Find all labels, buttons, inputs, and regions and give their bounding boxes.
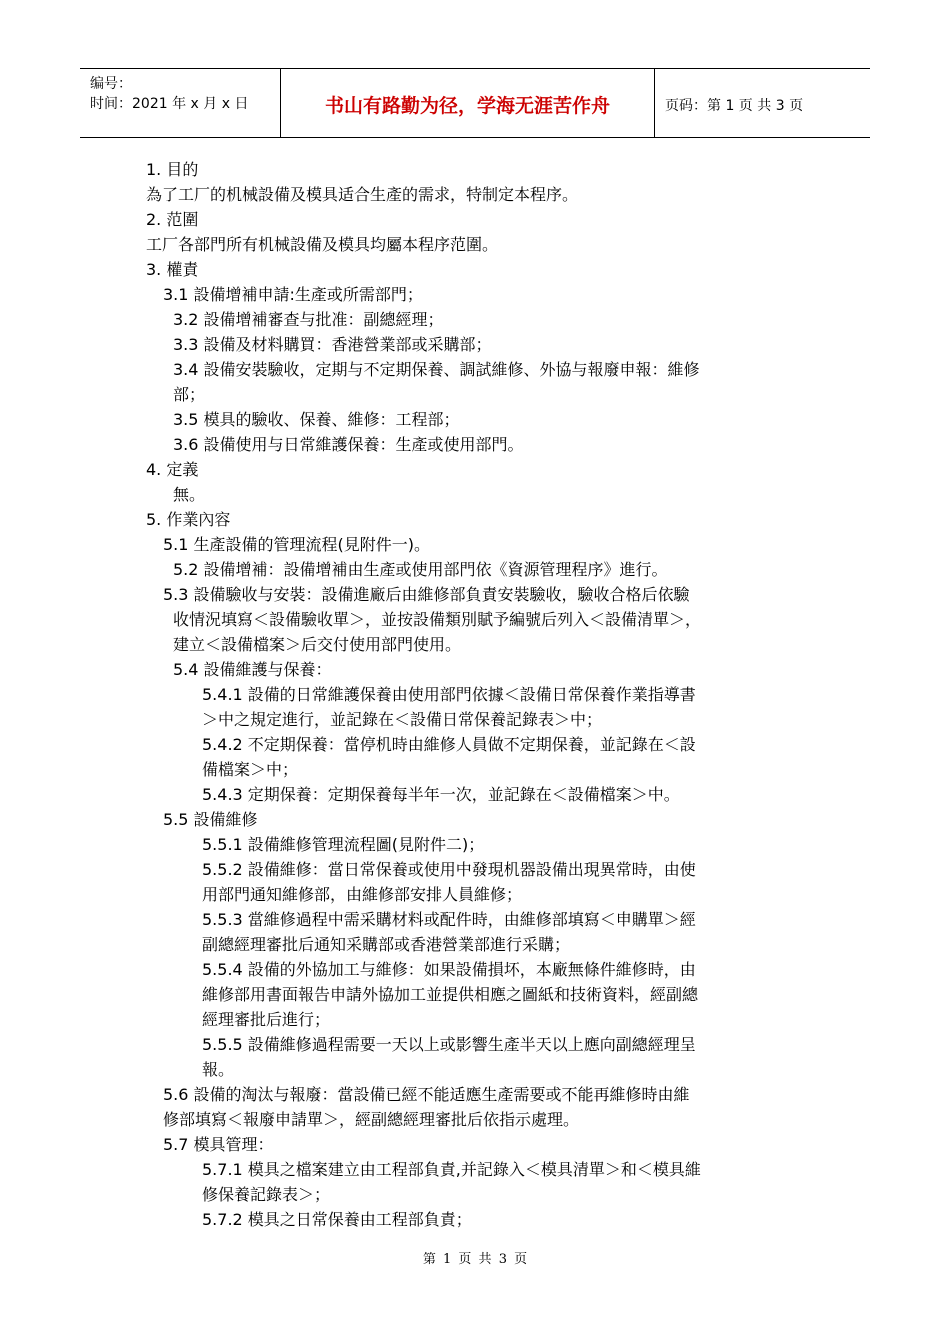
- paragraph-line: 3.4 設備安裝驗收，定期与不定期保養、調試維修、外協与報廢申報：維修: [173, 360, 700, 379]
- header-left-cell: [80, 69, 281, 137]
- header-center-cell: [281, 69, 655, 137]
- paragraph-line: 5.4 設備維護与保養：: [173, 660, 332, 679]
- paragraph-line: 5.4.3 定期保養：定期保養每半年一次，並記錄在＜設備檔案＞中。: [202, 785, 680, 804]
- document-number-label: 编号：: [90, 76, 132, 92]
- page-number-label: 页码：第 1 页 共 3 页: [665, 98, 804, 114]
- paragraph-line: 工厂各部門所有机械設備及模具均屬本程序范圍。: [146, 235, 499, 254]
- document-date-label: 时间：2021 年 x 月 x 日: [90, 96, 249, 112]
- paragraph-line: 3.5 模具的驗收、保養、維修：工程部；: [173, 410, 460, 429]
- section-heading: 2. 范圍: [146, 210, 199, 229]
- section-heading: 4. 定義: [146, 460, 199, 479]
- section-heading: 5. 作業內容: [146, 510, 231, 529]
- paragraph-line: 報。: [202, 1060, 235, 1079]
- page-footer: 第 1 页 共 3 页: [422, 1252, 528, 1267]
- paragraph-line: 維修部用書面報告申請外協加工並提供相應之圖紙和技術資料，經副總: [202, 985, 699, 1004]
- paragraph-line: 5.5.4 設備的外協加工与維修：如果設備損坏，本廠無條件維修時，由: [202, 960, 696, 979]
- paragraph-line: 3.2 設備增補審查与批准：副總經理；: [173, 310, 444, 329]
- paragraph-line: 5.6 設備的淘汰与報廢：當設備已經不能适應生產需要或不能再維修時由維: [163, 1085, 690, 1104]
- paragraph-line: 無。: [173, 485, 206, 504]
- paragraph-line: 建立＜設備檔案＞后交付使用部門使用。: [173, 635, 462, 654]
- paragraph-line: 部；: [173, 385, 206, 404]
- paragraph-line: 5.4.1 設備的日常維護保養由使用部門依據＜設備日常保養作業指導書: [202, 685, 696, 704]
- paragraph-line: 用部門通知維修部，由維修部安排人員維修；: [202, 885, 523, 904]
- paragraph-line: 5.5.1 設備維修管理流程圖(見附件二)；: [202, 835, 485, 854]
- paragraph-line: 修保養記錄表＞；: [202, 1185, 331, 1204]
- paragraph-line: 5.4.2 不定期保養：當停机時由維修人員做不定期保養，並記錄在＜設: [202, 735, 696, 754]
- paragraph-line: 為了工厂的机械設備及模具适合生產的需求，特制定本程序。: [146, 185, 579, 204]
- paragraph-line: 經理審批后進行；: [202, 1010, 331, 1029]
- section-heading: 1. 目的: [146, 160, 199, 179]
- paragraph-line: 5.7 模具管理：: [163, 1135, 274, 1154]
- paragraph-line: 5.5.3 當維修過程中需采購材料或配件時，由維修部填寫＜申購單＞經: [202, 910, 696, 929]
- paragraph-line: 副總經理審批后通知采購部或香港營業部進行采購；: [202, 935, 571, 954]
- section-heading: 3. 權責: [146, 260, 199, 279]
- paragraph-line: 5.5 設備維修: [163, 810, 258, 829]
- paragraph-line: 5.3 設備驗收与安裝：設備進廠后由維修部負責安裝驗收，驗收合格后依驗: [163, 585, 690, 604]
- paragraph-line: 3.6 設備使用与日常維護保養：生產或使用部門。: [173, 435, 524, 454]
- paragraph-line: 5.5.2 設備維修：當日常保養或使用中發現机器設備出現異常時，由使: [202, 860, 696, 879]
- paragraph-line: 5.5.5 設備維修過程需要一天以上或影響生產半天以上應向副總經理呈: [202, 1035, 696, 1054]
- paragraph-line: 5.7.1 模具之檔案建立由工程部負責,并記錄入＜模具清單＞和＜模具維: [202, 1160, 701, 1179]
- header-motto: 书山有路勤为径，学海无涯苦作舟: [324, 95, 610, 117]
- paragraph-line: 5.1 生產設備的管理流程(見附件一)。: [163, 535, 431, 554]
- paragraph-line: 5.2 設備增補：設備增補由生產或使用部門依《資源管理程序》進行。: [173, 560, 668, 579]
- paragraph-line: 5.7.2 模具之日常保養由工程部負責；: [202, 1210, 472, 1229]
- header-right-cell: [655, 69, 870, 137]
- page-header: [80, 68, 870, 138]
- paragraph-line: 修部填寫＜報廢申請單＞，經副總經理審批后依指示處理。: [163, 1110, 580, 1129]
- paragraph-line: 收情況填寫＜設備驗收單＞，並按設備類別賦予編號后列入＜設備清單＞，: [173, 610, 702, 629]
- paragraph-line: ＞中之規定進行，並記錄在＜設備日常保養記錄表＞中；: [202, 710, 603, 729]
- paragraph-line: 3.1 設備增補申請:生產或所需部門；: [163, 285, 423, 304]
- paragraph-line: 備檔案＞中；: [202, 760, 299, 779]
- paragraph-line: 3.3 設備及材料購買：香港營業部或采購部；: [173, 335, 492, 354]
